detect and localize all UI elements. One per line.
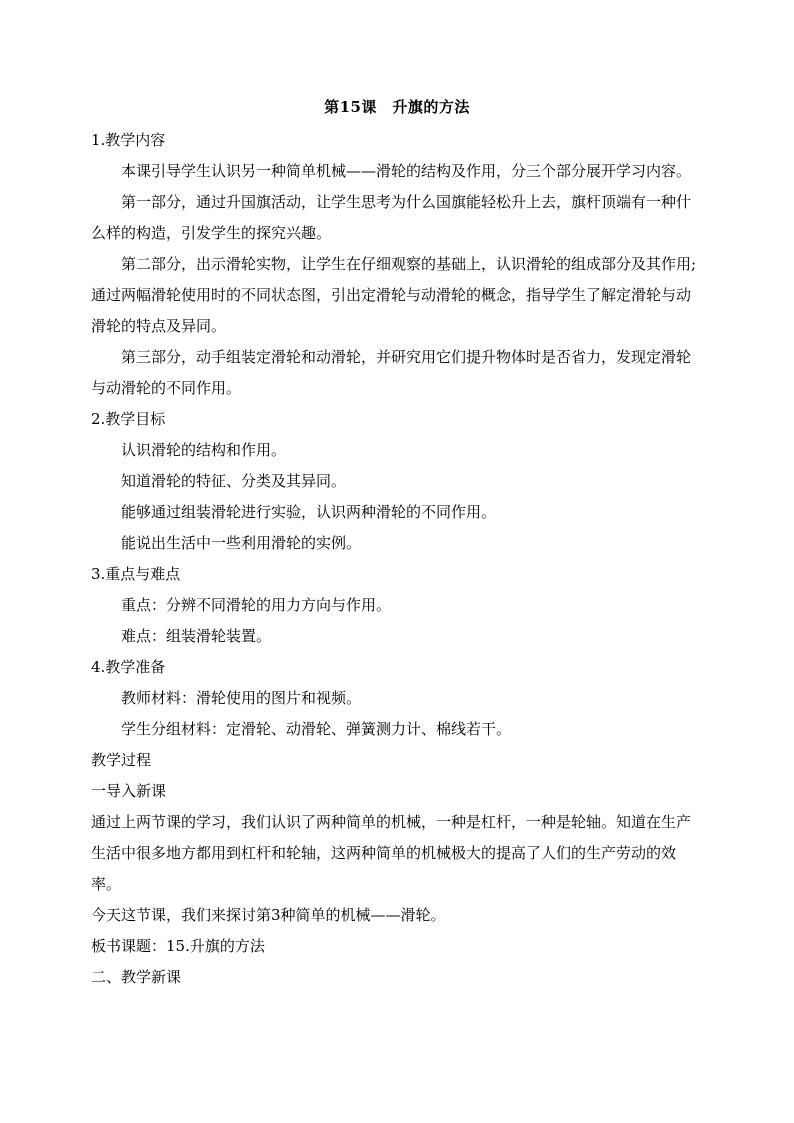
paragraph: 第三部分，动手组装定滑轮和动滑轮，并研究用它们提升物体时是否省力，发现定滑轮与动滑轮的不同作用。 [91,348,692,397]
page-title: 第15课 升旗的方法 [324,98,470,116]
section-heading: 1.教学内容 [91,131,166,149]
paragraph: 通过上两节课的学习，我们认识了两种简单的机械，一种是杠杆，一种是轮轴。知道在生产生活中很多地方都用到杠杆和轮轴，这两种简单的机械极大的提高了人们的生产劳动的效率。 [91,813,692,893]
section-heading: 3.重点与难点 [91,565,181,583]
section-preparation [91,652,703,745]
paragraph: 本课引导学生认识另一种简单机械——滑轮的结构及作用，分三个部分展开学习内容。 [121,162,692,180]
list-item: 重点：分辨不同滑轮的用力方向与作用。 [121,596,392,614]
list-item: 能说出生活中一些利用滑轮的实例。 [121,534,362,552]
document-page [91,97,703,993]
section-teaching-process [91,745,703,993]
list-item: 教师材料：滑轮使用的图片和视频。 [121,689,362,707]
list-item: 能够通过组装滑轮进行实验，认识两种滑轮的不同作用。 [121,503,497,521]
section-key-points [91,559,703,652]
paragraph: 第二部分，出示滑轮实物，让学生在仔细观察的基础上，认识滑轮的组成部分及其作用;通过两幅滑轮使用时的不同状态图，引出定滑轮与动滑轮的概念，指导学生了解定滑轮与动滑轮的特点及异同。 [91,255,697,335]
paragraph: 今天这节课，我们来探讨第3种简单的机械——滑轮。 [91,906,446,924]
paragraph: 第一部分，通过升国旗活动，让学生思考为什么国旗能轻松升上去，旗杆顶端有一种什么样的构造，引发学生的探究兴趣。 [91,193,692,242]
section-heading: 2.教学目标 [91,410,166,428]
subsection-heading: 二、教学新课 [91,968,182,986]
section-teaching-goals [91,404,703,559]
paragraph: 板书课题：15.升旗的方法 [91,937,265,955]
section-heading: 4.教学准备 [91,658,166,676]
subsection-heading: 一导入新课 [91,782,167,800]
list-item: 知道滑轮的特征、分类及其异同。 [121,472,347,490]
list-item: 难点：组装滑轮装置。 [121,627,272,645]
list-item: 认识滑轮的结构和作用。 [121,441,287,459]
list-item: 学生分组材料：定滑轮、动滑轮、弹簧测力计、棉线若干。 [121,720,512,738]
section-teaching-content [91,125,703,404]
section-heading: 教学过程 [91,751,152,769]
